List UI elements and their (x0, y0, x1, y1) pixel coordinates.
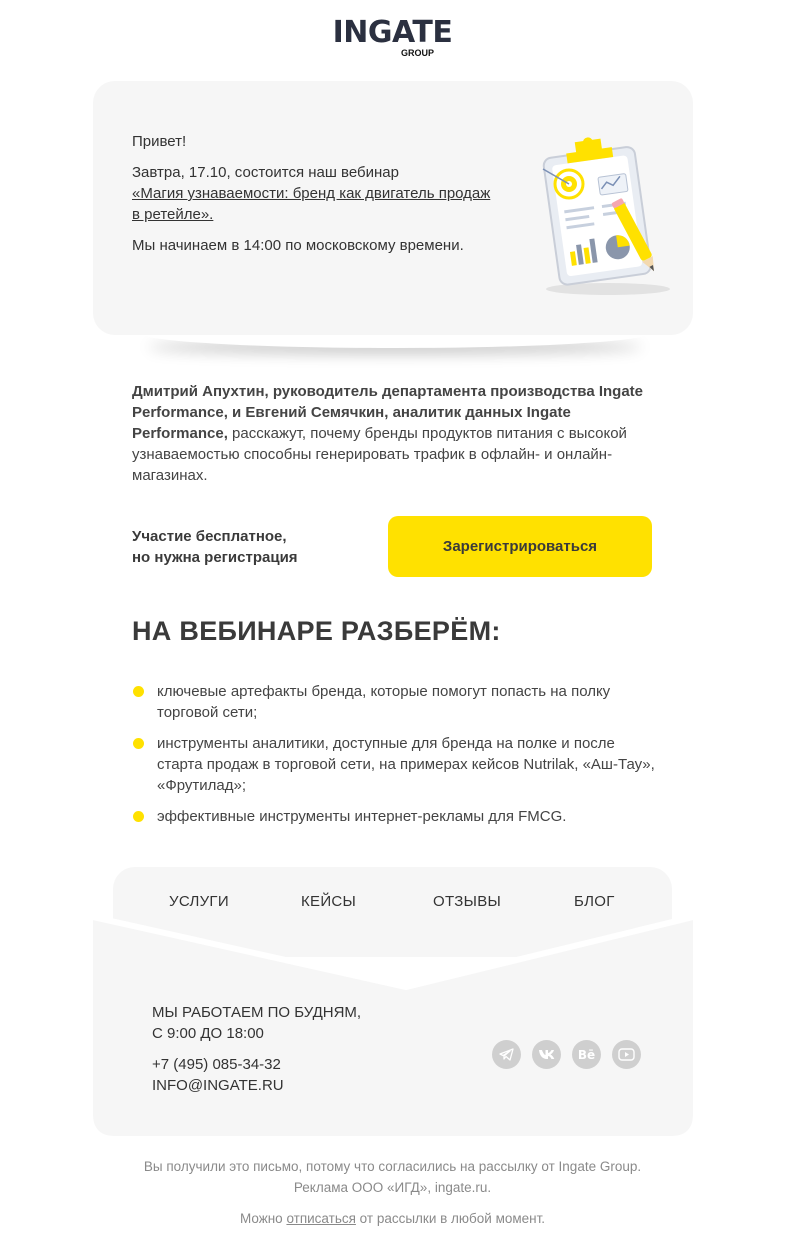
webinar-date-line: Завтра, 17.10, состоится наш вебинар (132, 164, 399, 181)
unsubscribe-notice (0, 1208, 785, 1229)
nav-blog-link[interactable]: БЛОГ (574, 893, 615, 910)
webinar-title-link[interactable]: «Магия узнаваемости: бренд как двигатель продаж в ретейле». (132, 185, 491, 223)
registration-note-line1: Участие бесплатное, (132, 528, 287, 545)
webinar-time: Мы начинаем в 14:00 по московскому времени. (132, 237, 464, 254)
legal-line2: Реклама ООО «ИГД», ingate.ru. (293, 1180, 492, 1195)
work-hours-line1: МЫ РАБОТАЕМ ПО БУДНЯМ, (152, 1004, 362, 1021)
logo-subtitle: GROUP (400, 48, 434, 58)
nav-reviews-link[interactable]: ОТЗЫВЫ (433, 893, 502, 910)
list-item-text: ключевые артефакты бренда, которые помогут попасть на полку торговой сети; (157, 683, 611, 721)
nav-services-link[interactable]: УСЛУГИ (169, 893, 229, 910)
list-item (132, 806, 657, 827)
clipboard-illustration (533, 129, 673, 297)
greeting: Привет! (132, 133, 187, 150)
contact-info (152, 1002, 361, 1096)
legal-notice (0, 1156, 785, 1198)
list-item (132, 681, 657, 723)
intro-paragraph (132, 381, 657, 486)
telegram-icon[interactable] (492, 1040, 521, 1069)
list-item-text: инструменты аналитики, доступные для бренда на полке и после старта продаж в торговой сети, на примерах кейсов Nutrilak, «Аш-Тау», «Фрутилад»; (157, 735, 655, 794)
list-item-text: эффективные инструменты интернет-рекламы для FMCG. (157, 808, 567, 825)
list-item (132, 733, 657, 796)
bullet-dot-icon (133, 738, 144, 749)
unsubscribe-prefix: Можно (239, 1211, 287, 1226)
hero-text (132, 131, 502, 266)
unsubscribe-suffix: от рассылки в любой момент. (355, 1211, 546, 1226)
unsubscribe-link[interactable]: отписаться (286, 1211, 356, 1226)
bullet-dot-icon (133, 811, 144, 822)
registration-note-line2: но нужна регистрация (132, 549, 298, 566)
register-button[interactable]: Зарегистрироваться (388, 516, 652, 577)
youtube-icon[interactable] (612, 1040, 641, 1069)
bullet-dot-icon (133, 686, 144, 697)
intro-text: расскажут, почему бренды продуктов питания с высокой узнаваемостью способны генерировать трафик в офлайн- и онлайн-магазинах. (132, 425, 627, 484)
hero-card (93, 81, 693, 335)
nav-cases-link[interactable]: КЕЙСЫ (301, 893, 357, 910)
registration-note (132, 526, 298, 568)
brand-logo[interactable] (0, 15, 785, 58)
phone-number[interactable]: +7 (495) 085-34-32 (152, 1056, 281, 1073)
email-address[interactable]: INFO@INGATE.RU (152, 1077, 284, 1094)
speakers: Дмитрий Апухтин, руководитель департамента производства Ingate Performance, и Евгений Семячкин, аналитик данных Ingate Performance, (132, 383, 644, 442)
work-hours-line2: С 9:00 ДО 18:00 (152, 1025, 264, 1042)
legal-line1: Вы получили это письмо, потому что согласились на рассылку от Ingate Group. (143, 1159, 642, 1174)
logo-wordmark: INGATE (332, 15, 453, 50)
social-links (492, 1040, 641, 1069)
vk-icon[interactable] (532, 1040, 561, 1069)
agenda-title: НА ВЕБИНАРЕ РАЗБЕРЁМ: (132, 616, 501, 646)
webinar-announcement (132, 162, 502, 225)
agenda-list (132, 681, 657, 837)
footer-nav (113, 893, 672, 915)
behance-icon[interactable]: Bē (572, 1040, 601, 1069)
